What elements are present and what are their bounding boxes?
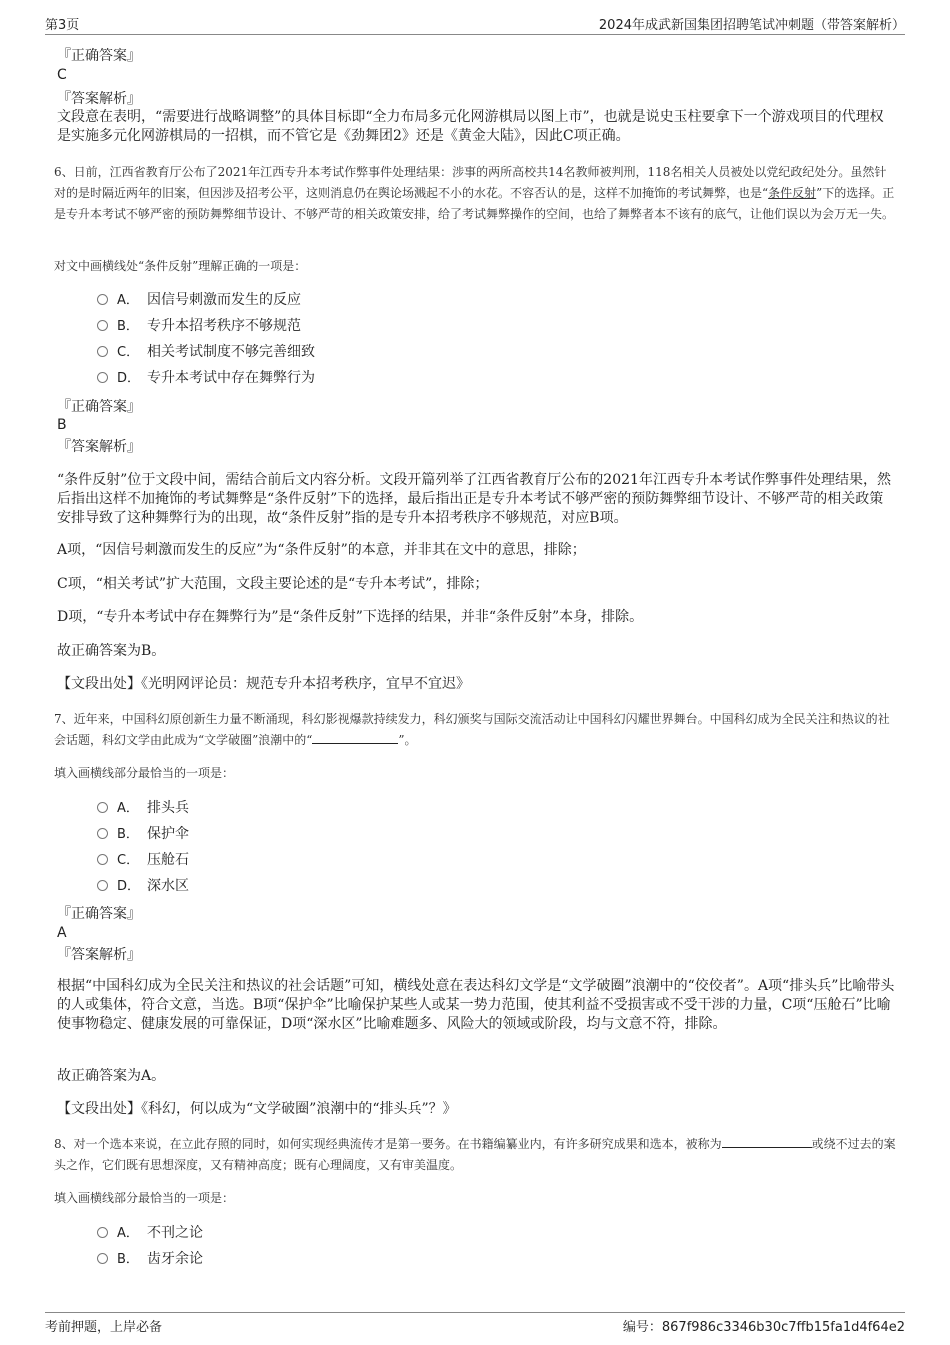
page-header — [45, 14, 905, 35]
option-d[interactable]: D． 深水区 — [97, 876, 189, 896]
option-a[interactable]: A． 排头兵 — [97, 798, 189, 818]
analysis-text: D项，“专升本考试中存在舞弊行为”是“条件反射”下选择的结果，并非“条件反射”本身，排除。 — [57, 609, 644, 625]
option-c[interactable]: C． 相关考试制度不够完善细致 — [97, 342, 315, 362]
analysis-text: “条件反射”位于文段中间，需结合前后文内容分析。文段开篇列举了江西省教育厅公布的2021年江西专升本考试作弊事件处理结果，然后指出这样不加掩饰的考试舞弊是“条件反射”下的选择，最后指出正是专升本考试不够严密的预防舞弊细节设计、不够严苛的相关政策安排导致了这种舞弊行为的出现，故“条件反射”指的是专升本招考秩序不够规范，对应B项。 — [57, 472, 891, 526]
radio-icon[interactable] — [97, 294, 108, 305]
option-a[interactable]: A． 不刊之论 — [97, 1223, 203, 1243]
footer-slogan: 考前押题，上岸必备 — [45, 1320, 163, 1335]
option-b[interactable]: B． 保护伞 — [97, 824, 189, 844]
radio-icon[interactable] — [97, 854, 108, 865]
radio-icon[interactable] — [97, 802, 108, 813]
analysis-label: 『答案解析』 — [57, 439, 141, 455]
fill-blank — [722, 1135, 812, 1148]
answer-label: 『正确答案』 — [57, 906, 141, 922]
analysis-text: 根据“中国科幻成为全民关注和热议的社会话题”可知，横线处意在表达科幻文学是“文学破圈”浪潮中的“佼佼者”。A项“排头兵”比喻带头的人或集体，符合文意，当选。B项“保护伞”比喻保护某些人或某一势力范围，使其利益不受损害或不受干涉的力量，C项“压舱石”比喻使事物稳定、健康发展的可靠保证，D项“深水区”比喻难题多、风险大的领域或阶段，均与文意不符，排除。 — [57, 978, 895, 1032]
option-a[interactable]: A． 因信号刺激而发生的反应 — [97, 290, 301, 310]
question-prompt: 填入画横线部分最恰当的一项是： — [54, 1191, 235, 1205]
page-number: 第3页 — [45, 18, 80, 33]
radio-icon[interactable] — [97, 1253, 108, 1264]
question-stem: 6、日前，江西省教育厅公布了2021年江西专升本考试作弊事件处理结果：涉事的两所高校共14名教师被判刑，118名相关人员被处以党纪政纪处分。虽然针对的是时隔近两年的旧案，但因涉及招考公平，这则消息仍在舆论场溅起不小的水花。不容否认的是，这样不加掩饰的考试舞弊，也是“条件反射”下的选择。正是专升本考试不够严密的预防舞弊细节设计、不够严苛的相关政策安排，给了考试舞弊操作的空间，也给了舞弊者本不该有的底气，让他们误以为会万无一失。 — [54, 165, 895, 221]
analysis-text: 故正确答案为B。 — [57, 643, 166, 659]
document-title: 2024年成武新国集团招聘笔试冲刺题（带答案解析） — [598, 18, 905, 33]
analysis-text: A项，“因信号刺激而发生的反应”为“条件反射”的本意，并非其在文中的意思，排除； — [57, 542, 586, 558]
analysis-text: 文段意在表明，“需要进行战略调整”的具体目标即“全力布局多元化网游棋局以图上市”，也就是说史玉柱要拿下一个游戏项目的代理权是实施多元化网游棋局的一招棋，而不管它是《劲舞团2》还是《黄金大陆》，因此C项正确。 — [57, 109, 884, 144]
option-d[interactable]: D． 专升本考试中存在舞弊行为 — [97, 368, 315, 388]
question-prompt: 对文中画横线处“条件反射”理解正确的一项是： — [54, 259, 307, 273]
correct-answer: B — [57, 417, 67, 433]
analysis-label: 『答案解析』 — [57, 947, 141, 963]
analysis-text: C项，“相关考试”扩大范围，文段主要论述的是“专升本考试”，排除； — [57, 576, 489, 592]
analysis-label: 『答案解析』 — [57, 91, 141, 107]
underlined-term: 条件反射 — [768, 186, 817, 200]
question-prompt: 填入画横线部分最恰当的一项是： — [54, 766, 235, 780]
source-citation: 【文段出处】《光明网评论员：规范专升本招考秩序，宜早不宜迟》 — [57, 676, 470, 692]
question-stem: 8、对一个选本来说，在立此存照的同时，如何实现经典流传才是第一要务。在书籍编纂业内，有许多研究成果和选本，被称为 或绕不过去的案头之作，它们既有思想深度，又有精神高度；既有心理阔度，又有审美温度。 — [54, 1137, 896, 1172]
radio-icon[interactable] — [97, 320, 108, 331]
fill-blank — [312, 731, 398, 744]
page-footer — [45, 1312, 905, 1336]
correct-answer: A — [57, 925, 67, 941]
radio-icon[interactable] — [97, 1227, 108, 1238]
radio-icon[interactable] — [97, 346, 108, 357]
radio-icon[interactable] — [97, 372, 108, 383]
analysis-text: 故正确答案为A。 — [57, 1068, 166, 1084]
source-citation: 【文段出处】《科幻，何以成为“文学破圈”浪潮中的“排头兵”？》 — [57, 1101, 457, 1117]
answer-label: 『正确答案』 — [57, 48, 141, 64]
radio-icon[interactable] — [97, 880, 108, 891]
question-stem: 7、近年来，中国科幻原创新生力量不断涌现，科幻影视爆款持续发力，科幻颁奖与国际交流活动让中国科幻闪耀世界舞台。中国科幻成为全民关注和热议的社会话题，科幻文学由此成为“文学破圈”浪潮中的“ ”。 — [54, 712, 890, 747]
radio-icon[interactable] — [97, 828, 108, 839]
correct-answer: C — [57, 67, 67, 83]
option-c[interactable]: C． 压舱石 — [97, 850, 189, 870]
answer-label: 『正确答案』 — [57, 399, 141, 415]
document-code: 编号：867f986c3346b30c7ffb15fa1d4f64e2 — [622, 1320, 905, 1335]
option-b[interactable]: B． 齿牙余论 — [97, 1249, 203, 1269]
option-b[interactable]: B． 专升本招考秩序不够规范 — [97, 316, 301, 336]
